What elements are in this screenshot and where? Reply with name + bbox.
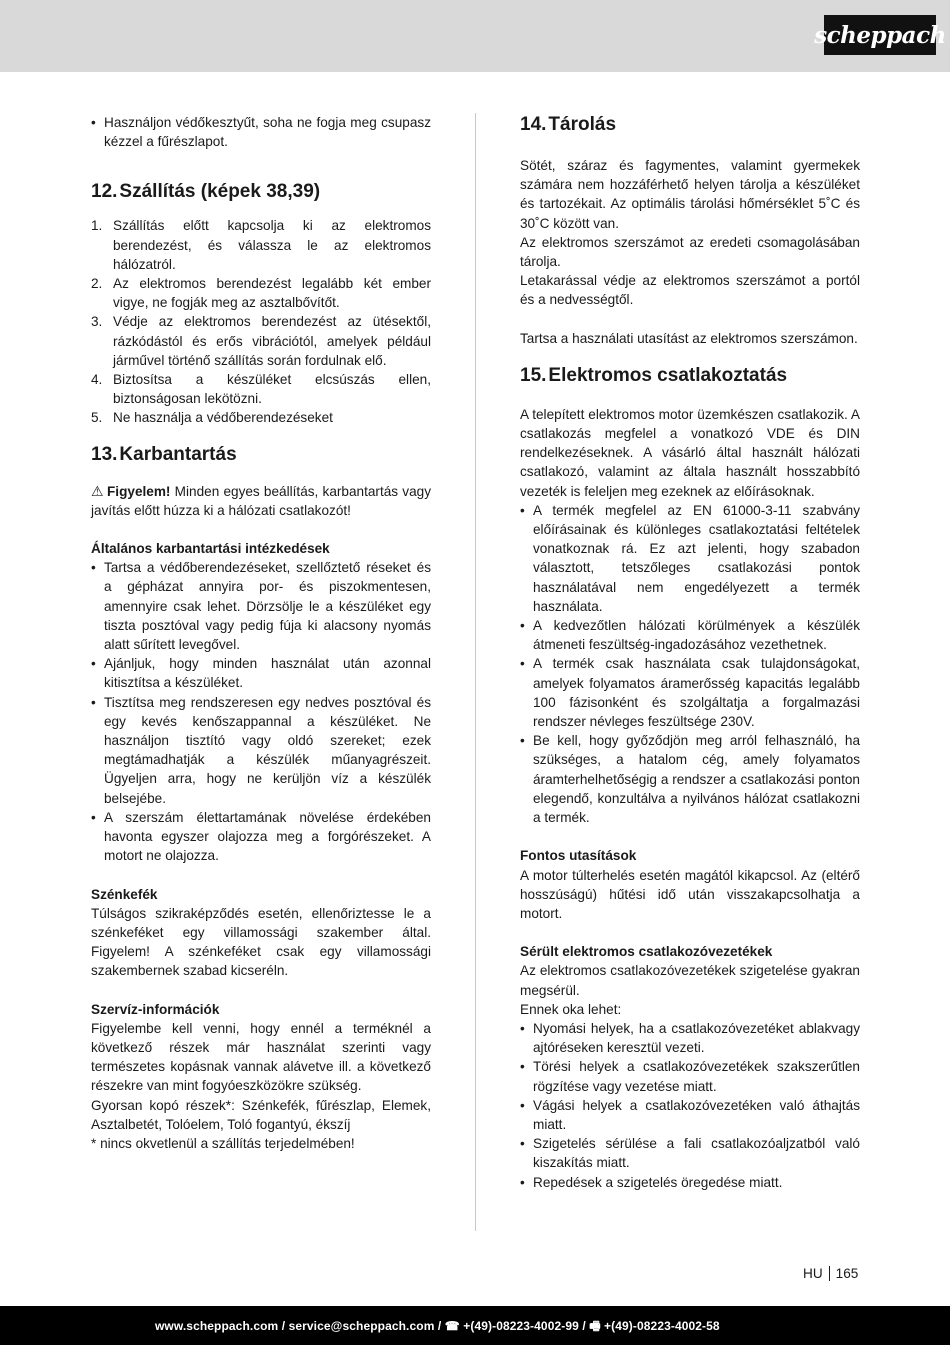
service-footnote: * nincs okvetlenül a szállítás terjedelmében! <box>91 1135 355 1151</box>
storage-paragraph-4: Tartsa a használati utasítást az elektromos szerszámon. <box>520 330 858 346</box>
section-12-heading <box>91 180 431 204</box>
page-number-separator <box>829 1266 830 1281</box>
left-column <box>91 113 431 1153</box>
list-item: • A termék csak használata csak tulajdonságokat, amelyek folyamatos áramerősség kapacitás legalább 100 fázisonként és szolgáltatja a forgalmazási rendszer névleges feszültsége 230V. <box>520 654 860 731</box>
right-column <box>520 113 860 1192</box>
storage-paragraph-2: Az elektromos szerszámot az eredeti csomagolásában tárolja. <box>520 234 860 270</box>
intro-list <box>91 113 431 151</box>
section-number: 14. <box>520 114 547 135</box>
list-item: 1. Szállítás előtt kapcsolja ki az elektromos berendezést, és válassza le az elektromos hálózatról. <box>91 218 431 272</box>
list-item: • Nyomási helyek, ha a csatlakozóvezetéket ablakvagy ajtóréseken keresztül vezeti. <box>520 1019 860 1057</box>
page-number-value: 165 <box>835 1266 859 1281</box>
list-item: 2. Az elektromos berendezést legalább két ember vigye, ne fogják meg az asztalbővítőt. <box>91 276 431 311</box>
list-item: 4. Biztosítsa a készüléket elcsúszás ellen, biztonságosan lekötözni. <box>91 372 431 407</box>
page-number <box>803 1266 858 1281</box>
important-text: A motor túlterhelés esetén magától kikapcsol. Az (eltérő hosszúságú) hűtési idő után visszakapcsolhatja a motort. <box>520 867 860 921</box>
section-title: Tárolás <box>548 114 617 135</box>
section-title: Karbantartás <box>119 443 237 465</box>
language-code: HU <box>803 1266 823 1281</box>
storage-paragraph-3: Letakarással védje az elektromos szerszámot a portól és a nedvességtől. <box>520 273 860 308</box>
section-14-heading <box>520 113 860 137</box>
section-title: Elektromos csatlakoztatás <box>548 364 788 386</box>
storage-paragraph-1: Sötét, száraz és fagymentes, valamint gyermekek számára nem hozzáférhető helyen tárolja a készüléket és tartozékait. Az optimális tárolási hőmérséklet 5˚C és 30˚C között van. <box>520 158 860 231</box>
list-item: • A termék megfelel az EN 61000-3-11 szabvány előírásainak és különleges csatlakoztatási feltételek vonatkoznak rá. Ez azt jelenti, hogy szabadon választott, tetszőleges csatlakozási pontok használatával nem engedélyezett a termék használata. <box>520 501 860 616</box>
warning-paragraph: ⚠ Figyelem! Minden egyes beállítás, karbantartás vagy javítás előtt húzza ki a hálózati csatlakozót! <box>91 482 431 518</box>
footer-contact: www.scheppach.com / service@scheppach.com / ☎ +(49)-08223-4002-99 / 🖷 +(49)-08223-4002-58 <box>155 1319 720 1333</box>
list-item: • Be kell, hogy győződjön meg arról felhasználó, ha szükséges, a hatalom cég, amely folyamatos áramterhelhetőségig a rendszer a csatlakozási ponton elegendő, konzultálva a nyilvános hálózat csatlakozni a termék. <box>520 731 860 827</box>
warning-icon: ⚠ <box>91 482 104 499</box>
section-15-heading <box>520 364 860 388</box>
connection-list <box>520 501 860 827</box>
connection-paragraph: A telepített elektromos motor üzemkészen csatlakozik. A csatlakozás megfelel a vonatkozó VDE és DIN rendelkezéseknek. A vásárló által használt hálózati csatlakozó, valamint az általa használt hosszabbító vezeték is feleljen meg ezeknek az előírásoknak. <box>520 406 860 499</box>
brushes-heading: Szénkefék <box>91 886 158 902</box>
service-heading: Szervíz-információk <box>91 1001 220 1017</box>
warning-label: Figyelem! <box>107 483 171 499</box>
brand-logo: scheppach <box>824 15 936 55</box>
list-item: • Tisztítsa meg rendszeresen egy nedves posztóval és egy kevés kenőszappannal a készüléket. Ne használjon tisztító vagy oldó szereket; ezek megtámadhatják a készülék műanyagrészeit. Ügyeljen arra, hogy ne kerüljön víz a készülék belsejébe. <box>91 693 431 808</box>
list-item: • Ajánljuk, hogy minden használat után azonnal kitisztítsa a készüléket. <box>91 654 431 692</box>
section-number: 12. <box>91 181 118 203</box>
list-item: • Repedések a szigetelés öregedése miatt. <box>520 1173 860 1192</box>
list-item: • Használjon védőkesztyűt, soha ne fogja meg csupasz kézzel a fűrészlapot. <box>91 113 431 151</box>
damaged-cables-heading: Sérült elektromos csatlakozóvezetékek <box>520 944 773 960</box>
column-divider <box>475 113 476 1231</box>
page-footer <box>0 1306 950 1345</box>
list-item: • Vágási helyek a csatlakozóvezetéken való áthajtás miatt. <box>520 1096 860 1134</box>
transport-steps <box>91 216 431 427</box>
damaged-cables-list <box>520 1019 860 1192</box>
section-title: Szállítás (képek 38,39) <box>119 181 321 203</box>
list-item: • A kedvezőtlen hálózati körülmények a készülék átmeneti feszültség-ingadozásához vezethetnek. <box>520 616 860 654</box>
brushes-text: Túlságos szikraképződés esetén, ellenőriztesse le a szénkeféket egy villamossági szakember által. Figyelem! A szénkeféket csak egy villamossági szakembernek szabad kicseréln. <box>91 905 431 979</box>
damaged-cables-text: Az elektromos csatlakozóvezetékek szigetelése gyakran megsérül. <box>520 963 860 998</box>
wear-parts-text: Gyorsan kopó részek*: Szénkefék, fűrészlap, Elemek, Asztalbetét, Tolóelem, Toló fogantyú, ékszíj <box>91 1097 431 1132</box>
section-13-heading <box>91 443 431 467</box>
list-item: 3. Védje az elektromos berendezést az ütésektől, rázkódástól és erős vibrációtól, amelyek például járművel történő szállítás során fordulnak elő. <box>91 314 431 368</box>
general-maintenance-list <box>91 558 431 865</box>
list-item: 5. Ne használja a védőberendezéseket <box>91 410 333 426</box>
section-number: 13. <box>91 443 118 465</box>
list-item: • Törési helyek a csatlakozóvezetékek szakszerűtlen rögzítése vagy vezetése miatt. <box>520 1057 860 1095</box>
service-text: Figyelembe kell venni, hogy ennél a terméknél a következő részek már használat szerinti vagy természetes kopásnak vannak alávetve ill. a következő részekre van mint fogyóeszközökre szükség. <box>91 1020 431 1094</box>
list-item: • Tartsa a védőberendezéseket, szellőztető réseket és a gépházat annyira por- és piszokmentesen, amennyire csak lehet. Dörzsölje le a készüléket egy tiszta posztóval vagy pedig fúja ki alacsony nyomás alatt sűrített levegővel. <box>91 558 431 654</box>
general-maintenance-heading: Általános karbantartási intézkedések <box>91 541 330 557</box>
important-heading: Fontos utasítások <box>520 848 637 864</box>
page-header <box>0 0 950 72</box>
list-item: • Szigetelés sérülése a fali csatlakozóaljzatból való kiszakítás miatt. <box>520 1134 860 1172</box>
section-number: 15. <box>520 364 547 386</box>
list-item: • A szerszám élettartamának növelése érdekében havonta egyszer olajozza meg a forgórészeket. A motort ne olajozza. <box>91 808 431 866</box>
damaged-cables-cause: Ennek oka lehet: <box>520 1001 622 1017</box>
